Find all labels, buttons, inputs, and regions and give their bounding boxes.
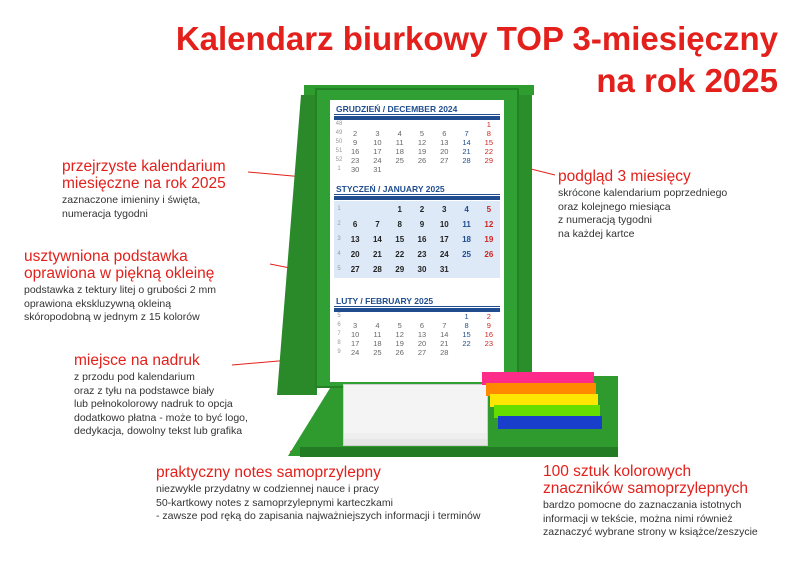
- week-number: 7: [337, 331, 341, 337]
- day-cell: [344, 202, 366, 217]
- day-cell: [366, 312, 388, 321]
- day-cell: 5: [486, 205, 492, 214]
- day-cell: [389, 120, 411, 129]
- day-cell: 25: [462, 250, 472, 259]
- day-cell: 15: [484, 138, 494, 147]
- day-cell: 4: [375, 321, 380, 330]
- day-cell: [478, 262, 500, 277]
- day-cell: 26: [417, 156, 427, 165]
- day-cell: 29: [484, 156, 494, 165]
- day-cell: 21: [440, 339, 449, 348]
- day-cell: 5: [397, 321, 402, 330]
- week-number: 1: [337, 166, 341, 172]
- day-cell: 28: [462, 156, 471, 165]
- day-cell: 23: [417, 250, 427, 259]
- day-cell: 6: [419, 321, 425, 330]
- day-cell: [366, 120, 388, 129]
- day-cell: [411, 120, 433, 129]
- day-cell: 14: [440, 330, 449, 339]
- feature-markers: [543, 463, 788, 540]
- day-cell: 22: [484, 147, 494, 156]
- day-cell: 13: [417, 330, 427, 339]
- feature-stand: [24, 248, 274, 325]
- day-cell: 31: [373, 165, 382, 174]
- feature-notes: [156, 464, 516, 524]
- day-cell: 26: [484, 250, 494, 259]
- day-cell: 18: [462, 235, 472, 244]
- week-number: 9: [337, 349, 341, 355]
- day-cell: 13: [440, 138, 449, 147]
- day-cell: 7: [375, 220, 380, 229]
- day-cell: 3: [442, 205, 447, 214]
- week-number: 3: [337, 236, 341, 242]
- day-cell: 12: [417, 138, 427, 147]
- day-cell: 30: [350, 165, 360, 174]
- day-cell: 9: [353, 138, 358, 147]
- day-cell: 17: [439, 235, 449, 244]
- feature-heading: przejrzyste kalendarium miesięczne na rok 2025: [62, 158, 226, 192]
- feature-heading: podgląd 3 miesięcy: [558, 168, 691, 185]
- day-cell: 4: [464, 205, 469, 214]
- day-cell: 1: [464, 312, 469, 321]
- week-number: 6: [337, 322, 341, 328]
- feature-calendar: [62, 158, 262, 221]
- feature-heading: miejsce na nadruk: [74, 352, 200, 369]
- week-number: 2: [337, 221, 341, 227]
- day-cell: 14: [462, 138, 471, 147]
- day-cell: 20: [350, 250, 360, 259]
- day-cell: 24: [350, 348, 360, 357]
- feature-print-area: [74, 352, 284, 439]
- day-cell: [344, 312, 366, 321]
- day-cell: 23: [350, 156, 360, 165]
- day-cell: [433, 312, 455, 321]
- day-cell: 10: [373, 138, 382, 147]
- day-cell: 18: [395, 147, 404, 156]
- headline-line-2: na rok 2025: [596, 62, 778, 99]
- feature-heading: usztywniona podstawka oprawiona w piękną okleinę: [24, 248, 215, 282]
- sticky-flag: [498, 416, 602, 429]
- day-cell: 6: [352, 220, 358, 229]
- day-cell: [366, 202, 388, 217]
- week-number: 8: [337, 340, 341, 346]
- day-cell: 8: [486, 129, 491, 138]
- week-number: 4: [337, 251, 341, 257]
- day-cell: [455, 165, 477, 174]
- day-cell: 17: [373, 147, 382, 156]
- day-cell: 15: [395, 235, 405, 244]
- day-cell: 8: [397, 220, 402, 229]
- feature-description: bardzo pomocne do zaznaczania istotnych informacji w tekście, można nimi również zaznaczyć wybrane strony w książce/zeszycie: [543, 499, 758, 538]
- day-cell: 27: [440, 156, 449, 165]
- day-cell: 11: [395, 138, 404, 147]
- day-cell: 21: [462, 147, 471, 156]
- week-number: 50: [335, 139, 343, 145]
- headline-line-1: Kalendarz biurkowy TOP 3-miesięczny: [175, 20, 778, 57]
- feature-description: skrócone kalendarium poprzedniego oraz kolejnego miesiąca z numeracją tygodni na każdej kartce: [558, 187, 728, 240]
- weekday-bar: [334, 196, 500, 200]
- day-cell: 2: [353, 129, 358, 138]
- day-cell: 19: [484, 235, 494, 244]
- stand-side: [277, 95, 317, 395]
- day-cell: 18: [373, 339, 382, 348]
- day-cell: 5: [419, 129, 425, 138]
- day-cell: 29: [395, 265, 405, 274]
- week-number: 48: [335, 121, 343, 127]
- day-cell: 11: [462, 220, 471, 229]
- day-cell: 1: [397, 205, 402, 214]
- day-cell: 14: [372, 235, 382, 244]
- sticky-flags: [482, 372, 610, 430]
- day-cell: 27: [350, 265, 360, 274]
- day-cell: 23: [484, 339, 494, 348]
- day-cell: [478, 165, 500, 174]
- day-cell: [455, 262, 477, 277]
- day-cell: 25: [395, 156, 404, 165]
- week-number: 5: [337, 313, 341, 319]
- day-cell: 10: [350, 330, 360, 339]
- day-cell: 4: [397, 129, 402, 138]
- day-cell: 15: [462, 330, 471, 339]
- month-grid: [334, 312, 500, 357]
- calendar-sheet: [330, 100, 504, 382]
- day-cell: 21: [372, 250, 382, 259]
- day-cell: 12: [395, 330, 404, 339]
- week-number: 5: [337, 266, 341, 272]
- day-cell: [478, 348, 500, 357]
- day-cell: 10: [439, 220, 449, 229]
- day-cell: [455, 120, 477, 129]
- day-cell: [455, 348, 477, 357]
- day-cell: 6: [442, 129, 447, 138]
- day-cell: 7: [464, 129, 469, 138]
- stand-base-front: [300, 447, 618, 457]
- day-cell: [344, 120, 366, 129]
- day-cell: 9: [419, 220, 425, 229]
- day-cell: 28: [372, 265, 382, 274]
- day-cell: 22: [395, 250, 405, 259]
- day-cell: 26: [395, 348, 404, 357]
- day-cell: 8: [464, 321, 469, 330]
- feature-description: zaznaczone imieniny i święta, numeracja tygodni: [62, 194, 201, 220]
- day-cell: 2: [486, 312, 491, 321]
- month-grid: [334, 201, 500, 278]
- week-number: 52: [335, 157, 343, 163]
- day-cell: 30: [417, 265, 427, 274]
- day-cell: 9: [486, 321, 491, 330]
- month-next: [330, 296, 504, 357]
- day-cell: [433, 165, 455, 174]
- week-number: 49: [335, 130, 343, 136]
- day-cell: [389, 312, 411, 321]
- day-cell: 24: [373, 156, 382, 165]
- sticky-notes-pad: [343, 384, 488, 446]
- day-cell: 25: [373, 348, 382, 357]
- day-cell: 27: [417, 348, 427, 357]
- day-cell: 22: [462, 339, 471, 348]
- feature-description: podstawka z tektury litej o grubości 2 mm oprawiona ekskluzywną okleiną skóropodobną w jednym z 15 kolorów: [24, 284, 216, 323]
- day-cell: 19: [417, 147, 427, 156]
- feature-heading: praktyczny notes samoprzylepny: [156, 464, 381, 481]
- day-cell: 16: [417, 235, 427, 244]
- month-title: LUTY / FEBRUARY 2025: [334, 296, 500, 307]
- day-cell: 13: [350, 235, 360, 244]
- feature-description: z przodu pod kalendarium oraz z tyłu na podstawce biały lub pełnokolorowy nadruk to opcja dodatkowo płatna - może to być logo, dedykacja, dowolny tekst lub grafika: [74, 371, 248, 437]
- week-number: 51: [335, 148, 343, 154]
- day-cell: 24: [439, 250, 449, 259]
- day-cell: 20: [417, 339, 427, 348]
- day-cell: 17: [350, 339, 360, 348]
- day-cell: [411, 312, 433, 321]
- day-cell: 31: [439, 265, 449, 274]
- day-cell: [433, 120, 455, 129]
- feature-description: niezwykle przydatny w codziennej nauce i pracy 50-kartkowy notes z samoprzylepnymi karteczkami - zawsze pod ręką do zapisania najważniejszych informacji i terminów: [156, 483, 481, 522]
- day-cell: 7: [442, 321, 447, 330]
- month-grid: [334, 120, 500, 174]
- day-cell: 16: [350, 147, 360, 156]
- month-current: [330, 184, 504, 278]
- day-cell: 19: [395, 339, 404, 348]
- month-title: STYCZEŃ / JANUARY 2025: [334, 184, 500, 195]
- month-previous: [330, 104, 504, 174]
- week-number: 1: [337, 206, 341, 212]
- day-cell: 28: [440, 348, 449, 357]
- day-cell: 2: [419, 205, 425, 214]
- day-cell: [411, 165, 433, 174]
- month-title: GRUDZIEŃ / DECEMBER 2024: [334, 104, 500, 115]
- feature-heading: 100 sztuk kolorowych znaczników samoprzylepnych: [543, 463, 749, 497]
- day-cell: 20: [440, 147, 449, 156]
- day-cell: 3: [375, 129, 380, 138]
- day-cell: 3: [353, 321, 358, 330]
- day-cell: 16: [484, 330, 494, 339]
- day-cell: 1: [486, 120, 491, 129]
- feature-preview: [558, 168, 778, 241]
- day-cell: [389, 165, 411, 174]
- day-cell: 12: [484, 220, 494, 229]
- day-cell: 11: [373, 330, 382, 339]
